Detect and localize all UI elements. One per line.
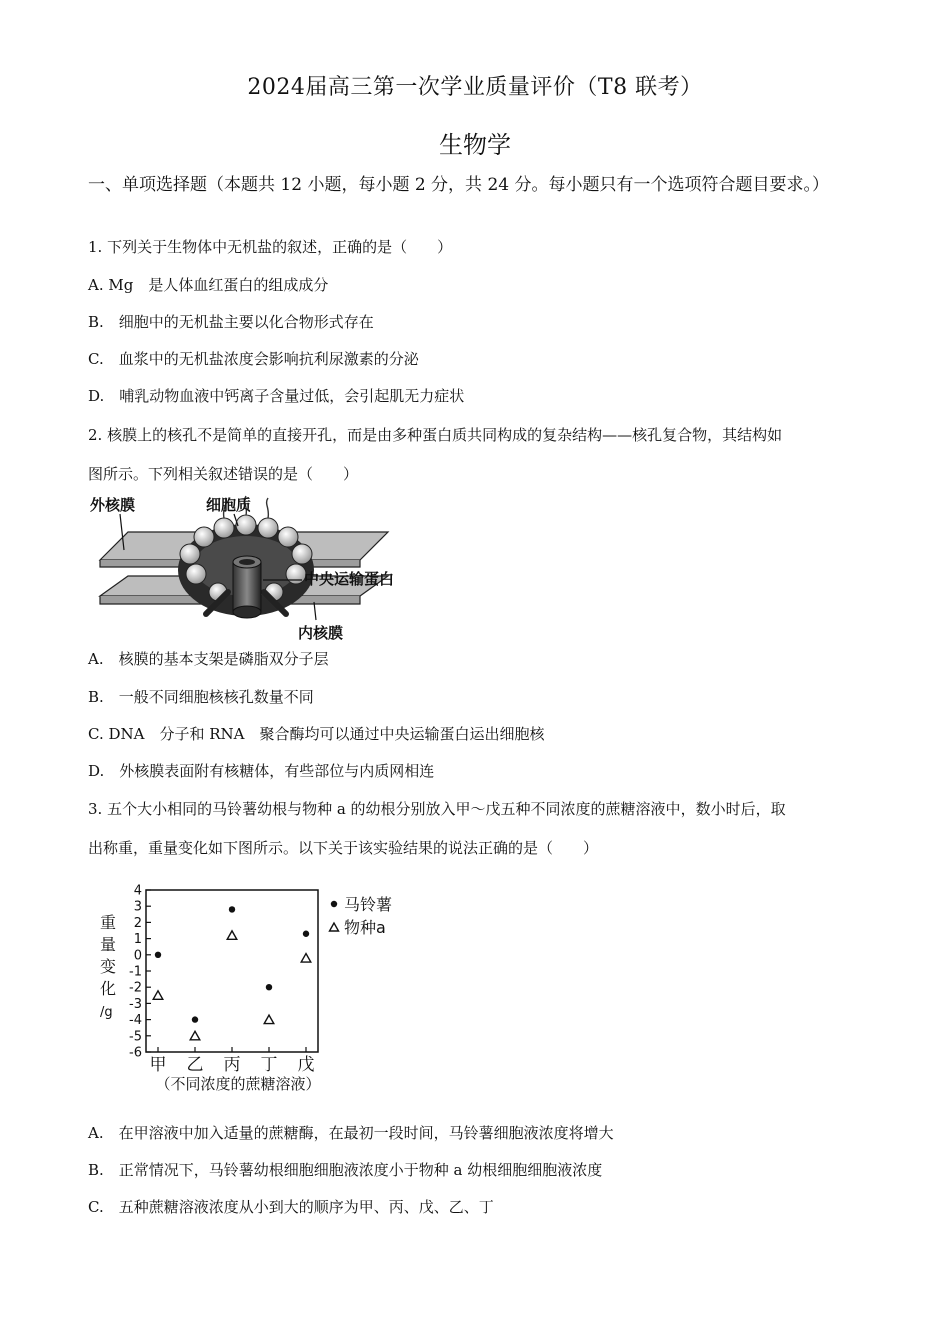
q2-stem-line1: 2. 核膜上的核孔不是简单的直接开孔，而是由多种蛋白质共同构成的复杂结构——核孔复合物，其结构如 [88,426,783,444]
x-category-label: 丙 [223,1055,241,1075]
legend-marker-potato [331,901,337,907]
q2-option-b: B. 一般不同细胞核核孔数量不同 [88,688,314,706]
x-axis-label: （不同浓度的蔗糖溶液） [155,1075,321,1093]
q1-option-c: C. 血浆中的无机盐浓度会影响抗利尿激素的分泌 [88,350,419,368]
label-cytoplasm: 细胞质 [206,496,252,514]
q3-stem-line1: 3. 五个大小相同的马铃薯幼根与物种 a 的幼根分别放入甲～戊五种不同浓度的蔗糖溶液中，数小时后，取 [88,800,786,818]
exam-title: 2024届高三第一次学业质量评价（T8 联考） [247,75,703,100]
data-point-species-a [301,954,311,963]
y-tick-label: -1 [129,964,142,980]
y-tick-label: -3 [129,996,142,1012]
x-category-label: 甲 [149,1055,167,1075]
section-heading: 一、单项选择题（本题共 12 小题，每小题 2 分，共 24 分。每小题只有一个选项符合题目要求。） [88,175,830,195]
legend-label-potato: 马铃薯 [344,895,393,914]
x-category-label: 乙 [186,1055,204,1075]
q3-option-c: C. 五种蔗糖溶液浓度从小到大的顺序为甲、丙、戊、乙、丁 [88,1198,494,1216]
q3-option-b: B. 正常情况下，马铃薯幼根细胞细胞液浓度小于物种 a 幼根细胞细胞液浓度 [88,1161,603,1179]
legend [330,895,393,937]
y-axis-label: 重量变化/g [100,913,117,1020]
plot-frame [146,890,318,1052]
data-point-potato [155,952,161,958]
label-inner-membrane: 内核膜 [298,624,344,642]
central-transport-protein-shape [233,556,261,618]
q2-option-a: A. 核膜的基本支架是磷脂双分子层 [88,650,329,668]
subject-title: 生物学 [439,131,511,159]
x-category-label: 丁 [260,1055,278,1075]
data-point-potato [303,931,309,937]
legend-marker-species-a [330,923,339,931]
data-point-species-a [153,991,163,1000]
q1-option-b: B. 细胞中的无机盐主要以化合物形式存在 [88,313,374,331]
y-tick-label: -2 [129,980,142,996]
q2-stem-line2: 图所示。下列相关叙述错误的是（ ） [88,465,359,483]
y-tick-label: 0 [133,948,142,964]
y-tick-label: 1 [133,932,142,948]
weight-change-chart [88,880,408,1098]
y-tick-label: 2 [133,915,142,931]
q1-stem: 1. 下列关于生物体中无机盐的叙述，正确的是（ ） [88,238,453,256]
y-tick-label: 4 [133,883,142,899]
q3-stem-line2: 出称重，重量变化如下图所示。以下关于该实验结果的说法正确的是（ ） [88,839,599,857]
label-central-protein: 中央运输蛋白 [304,570,395,588]
data-point-species-a [190,1031,200,1040]
y-tick-label: -4 [129,1013,142,1029]
y-tick-label: 3 [133,899,142,915]
y-tick-label: -6 [129,1045,142,1061]
q3-option-a: A. 在甲溶液中加入适量的蔗糖酶，在最初一段时间，马铃薯细胞液浓度将增大 [88,1124,614,1142]
label-outer-membrane: 外核膜 [90,496,136,514]
nuclear-pore-figure [88,492,418,644]
q1-option-d: D. 哺乳动物血液中钙离子含量过低，会引起肌无力症状 [88,387,465,405]
q2-option-d: D. 外核膜表面附有核糖体，有些部位与内质网相连 [88,762,435,780]
y-tick-label: -5 [129,1029,142,1045]
data-point-potato [229,906,235,912]
data-point-species-a [227,931,237,940]
data-point-potato [192,1016,198,1022]
q2-option-c: C. DNA 分子和 RNA 聚合酶均可以通过中央运输蛋白运出细胞核 [88,725,545,743]
legend-label-species-a: 物种a [344,918,386,937]
x-category-label: 戊 [297,1055,315,1075]
q1-option-a: A. Mg 是人体血红蛋白的组成成分 [88,276,329,294]
data-point-potato [266,984,272,990]
data-point-species-a [264,1015,274,1024]
